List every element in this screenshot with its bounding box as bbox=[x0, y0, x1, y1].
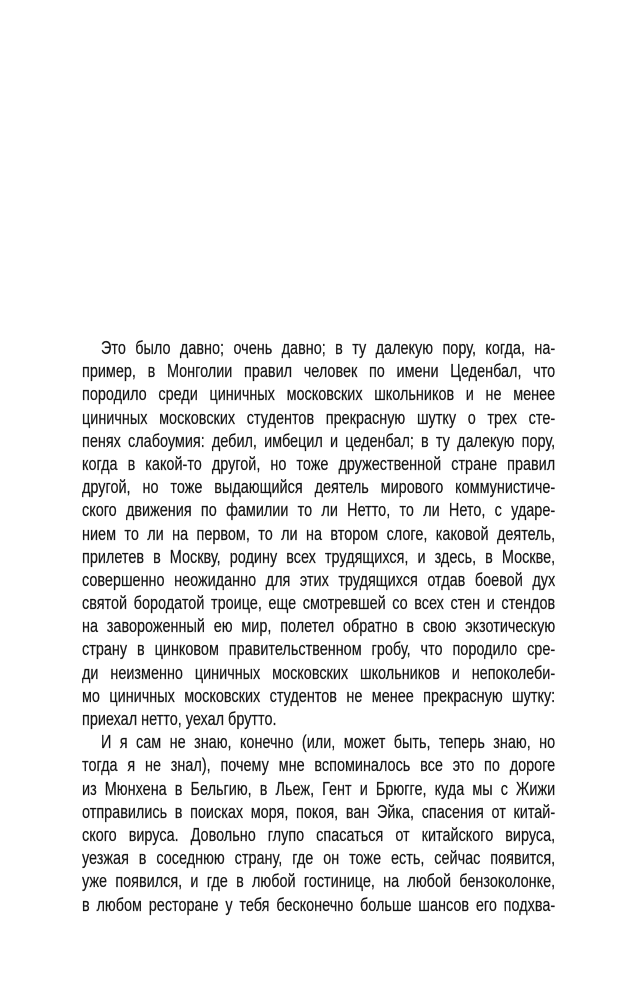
text-line: из Мюнхена в Бельгию, в Льеж, Гент и Брюгге, куда мы с Жижи bbox=[82, 778, 556, 799]
text-line: И я сам не знаю, конечно (или, может быть, теперь знаю, но bbox=[100, 732, 556, 753]
text-line: уже появился, и где в любой гостинице, на любой бензоколонке, bbox=[82, 871, 556, 892]
text-line: прилетев в Москву, родину всех трудящихся, и здесь, в Москве, bbox=[82, 546, 556, 567]
text-line: ди неизменно циничных московских школьников и непоколеби- bbox=[82, 662, 556, 683]
text-line: уезжая в соседнюю страну, где он тоже есть, сейчас появится, bbox=[82, 848, 556, 869]
paragraph-1 bbox=[82, 337, 555, 731]
text-line: страну в цинковом правительственном гробу, что породило сре- bbox=[82, 639, 556, 660]
text-line: ского вируса. Довольно глупо спасаться от китайского вируса, bbox=[82, 824, 556, 845]
text-line: совершенно неожиданно для этих трудящихся отдав боевой дух bbox=[82, 569, 556, 590]
text-line: в любом ресторане у тебя бесконечно больше шансов его подхва- bbox=[82, 894, 556, 915]
text-line: породило среди циничных московских школьников и не менее bbox=[82, 384, 556, 405]
text-line: отправились в поисках моря, покоя, ван Эйка, спасения от китай- bbox=[82, 801, 556, 822]
text-line: циничных московских студентов прекрасную шутку о трех сте- bbox=[82, 407, 556, 428]
text-line: на завороженный ею мир, полетел обратно в свою экзотическую bbox=[82, 616, 556, 637]
text-line: святой бородатой троице, еще смотревшей со всех стен и стендов bbox=[82, 593, 556, 614]
text-line: приехал нетто, уехал брутто. bbox=[82, 709, 277, 729]
text-line: ского движения по фамилии то ли Нетто, то ли Нето, с ударе- bbox=[82, 500, 556, 521]
text-line: тогда я не знал), почему мне вспоминалось все это по дороге bbox=[82, 755, 556, 776]
text-line: мо циничных московских студентов не менее прекрасную шутку: bbox=[82, 685, 556, 706]
text-line: другой, но тоже выдающийся деятель мирового коммунистиче- bbox=[82, 477, 556, 498]
text-line: пример, в Монголии правил человек по имени Цеденбал, что bbox=[82, 361, 556, 382]
body-text bbox=[82, 337, 555, 917]
text-line: Это было давно; очень давно; в ту далекую пору, когда, на- bbox=[100, 338, 556, 358]
paragraph-2 bbox=[82, 731, 555, 917]
text-line: нием то ли на первом, то ли на втором слоге, каковой деятель, bbox=[82, 523, 556, 544]
text-line: пенях слабоумия: дебил, имбецил и цеденбал; в ту далекую пору, bbox=[82, 430, 556, 451]
text-frame bbox=[82, 337, 556, 929]
text-line: когда в какой-то другой, но тоже дружественной стране правил bbox=[82, 453, 556, 474]
